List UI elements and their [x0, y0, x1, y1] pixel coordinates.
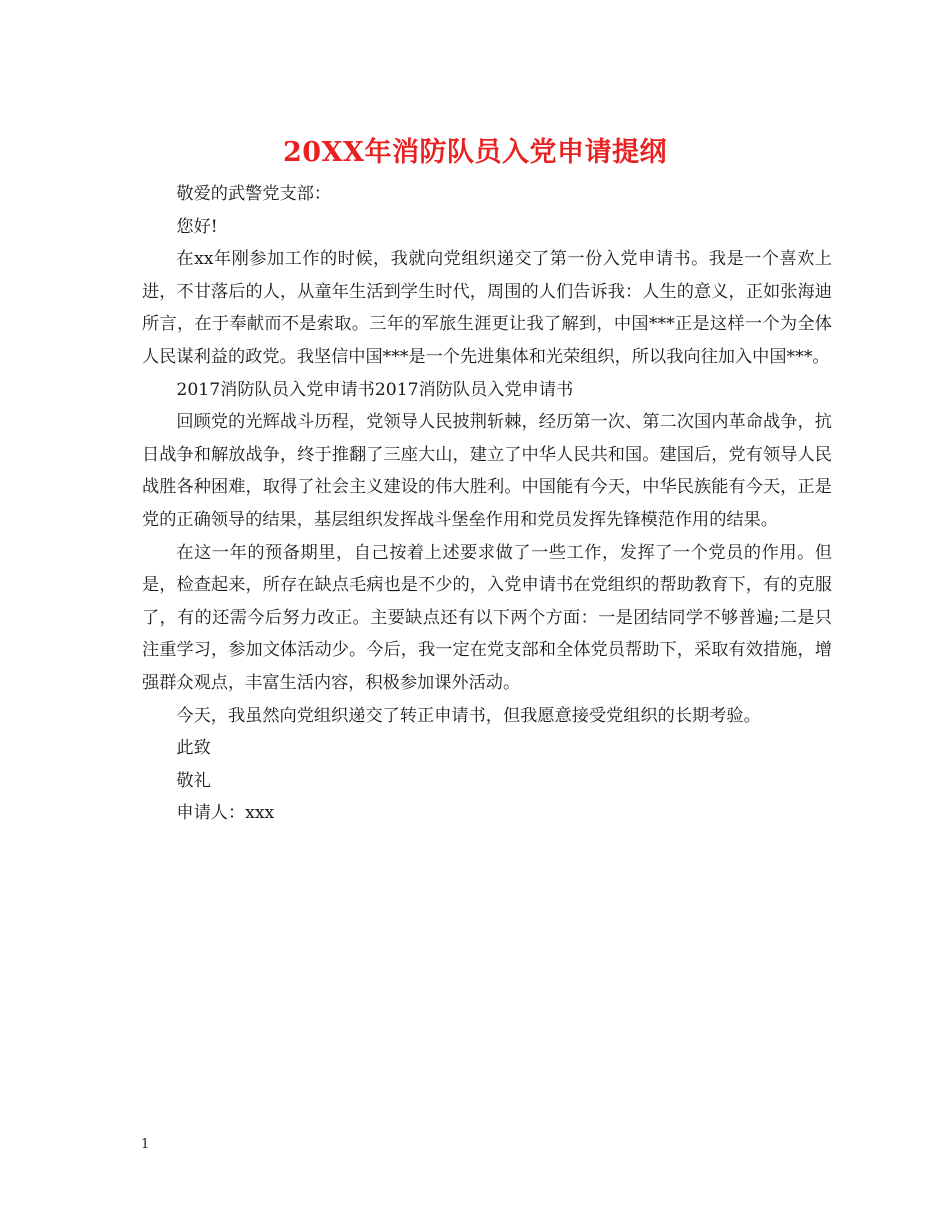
paragraph-1: 在xx年刚参加工作的时候，我就向党组织递交了第一份入党申请书。我是一个喜欢上进，不甘落后的人，从童年生活到学生时代，周围的人们告诉我：人生的意义，正如张海迪所言，在于奉献而不是索取。三年的军旅生涯更让我了解到，中国***正是这样一个为全体人民谋利益的政党。我坚信中国***是一个先进集体和光荣组织，所以我向往加入中国***。 — [142, 249, 832, 367]
document-title: 20XX年消防队员入党申请提纲 — [283, 137, 667, 168]
signature: 申请人：xxx — [176, 803, 275, 824]
document-body — [142, 178, 832, 830]
paragraph-4: 在这一年的预备期里，自己按着上述要求做了一些工作，发挥了一个党员的作用。但是，检查起来，所存在缺点毛病也是不少的，入党申请书在党组织的帮助教育下，有的克服了，有的还需今后努力改正。主要缺点还有以下两个方面：一是团结同学不够普遍;二是只注重学习，参加文体活动少。今后，我一定在党支部和全体党员帮助下，采取有效措施，增强群众观点，丰富生活内容，积极参加课外活动。 — [142, 542, 832, 693]
paragraph-2: 2017消防队员入党申请书2017消防队员入党申请书 — [176, 379, 574, 400]
greeting: 您好! — [176, 216, 218, 237]
closing: 此致 — [176, 738, 211, 759]
paragraph-5: 今天，我虽然向党组织递交了转正申请书，但我愿意接受党组织的长期考验。 — [176, 705, 761, 726]
regards: 敬礼 — [176, 770, 211, 791]
salutation: 敬爱的武警党支部： — [176, 184, 332, 204]
paragraph-3: 回顾党的光辉战斗历程，党领导人民披荆斩棘，经历第一次、第二次国内革命战争，抗日战争和解放战争，终于推翻了三座大山，建立了中华人民共和国。建国后，党有领导人民战胜各种困难，取得了社会主义建设的伟大胜利。中国能有今天，中华民族能有今天，正是党的正确领导的结果，基层组织发挥战斗堡垒作用和党员发挥先锋模范作用的结果。 — [142, 412, 832, 530]
page-number: 1 — [141, 1137, 150, 1152]
